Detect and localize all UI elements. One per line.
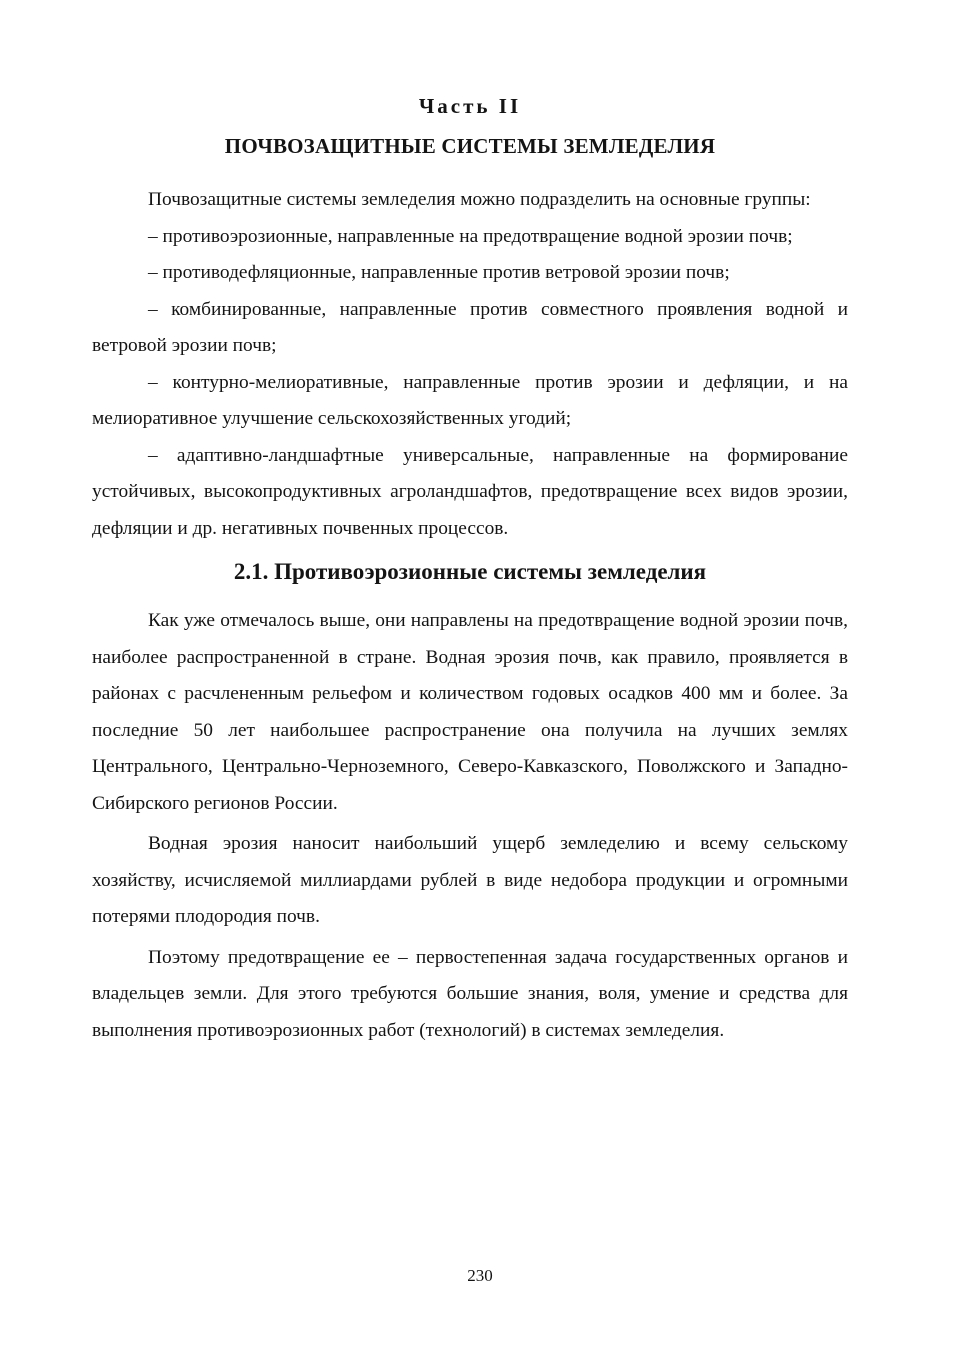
section-title: 2.1. Противоэрозионные системы земледелия	[233, 559, 707, 584]
list-item: – адаптивно-ландшафтные универсальные, направленные на формирование устойчивых, высокопродуктивных агроландшафтов, предотвращение всех видов эрозии, дефляции и др. негативных почвенных процессов.	[92, 444, 848, 539]
document-page	[92, 92, 848, 1049]
part-title: ПОЧВОЗАЩИТНЫЕ СИСТЕМЫ ЗЕМЛЕДЕЛИЯ	[224, 134, 716, 158]
list-item: – противодефляционные, направленные против ветровой эрозии почв;	[148, 262, 730, 283]
list-item: – контурно-мелиоративные, направленные против эрозии и дефляции, и на мелиоративное улучшение сельскохозяйственных угодий;	[92, 371, 848, 429]
intro-paragraph: Почвозащитные системы земледелия можно подразделить на основные группы:	[148, 189, 811, 210]
page-number: 230	[467, 1266, 493, 1285]
body-paragraph: Как уже отмечалось выше, они направлены на предотвращение водной эрозии почв, наиболее распространенной в стране. Водная эрозия почв, как правило, проявляется в районах с расчлененным рельефом и количеством годовых осадков 400 мм и более. За последние 50 лет наибольшее распространение она получила на лучших землях Центрального, Центрально-Черноземного, Северо-Кавказского, Поволжского и Западно-Сибирского регионов России.	[92, 610, 848, 814]
body-paragraph: Водная эрозия наносит наибольший ущерб земледелию и всему сельскому хозяйству, исчисляемой миллиардами рублей в виде недобора продукции и огромными потерями плодородия почв.	[92, 833, 848, 927]
list-item: – комбинированные, направленные против совместного проявления водной и ветровой эрозии почв;	[92, 298, 848, 356]
body-paragraph: Поэтому предотвращение ее – первостепенная задача государственных органов и владельцев земли. Для этого требуются большие знания, воля, умение и средства для выполнения противоэрозионных работ (технологий) в системах земледелия.	[92, 946, 848, 1041]
list-item: – противоэрозионные, направленные на предотвращение водной эрозии почв;	[148, 225, 793, 247]
part-label: Часть II	[418, 94, 522, 118]
